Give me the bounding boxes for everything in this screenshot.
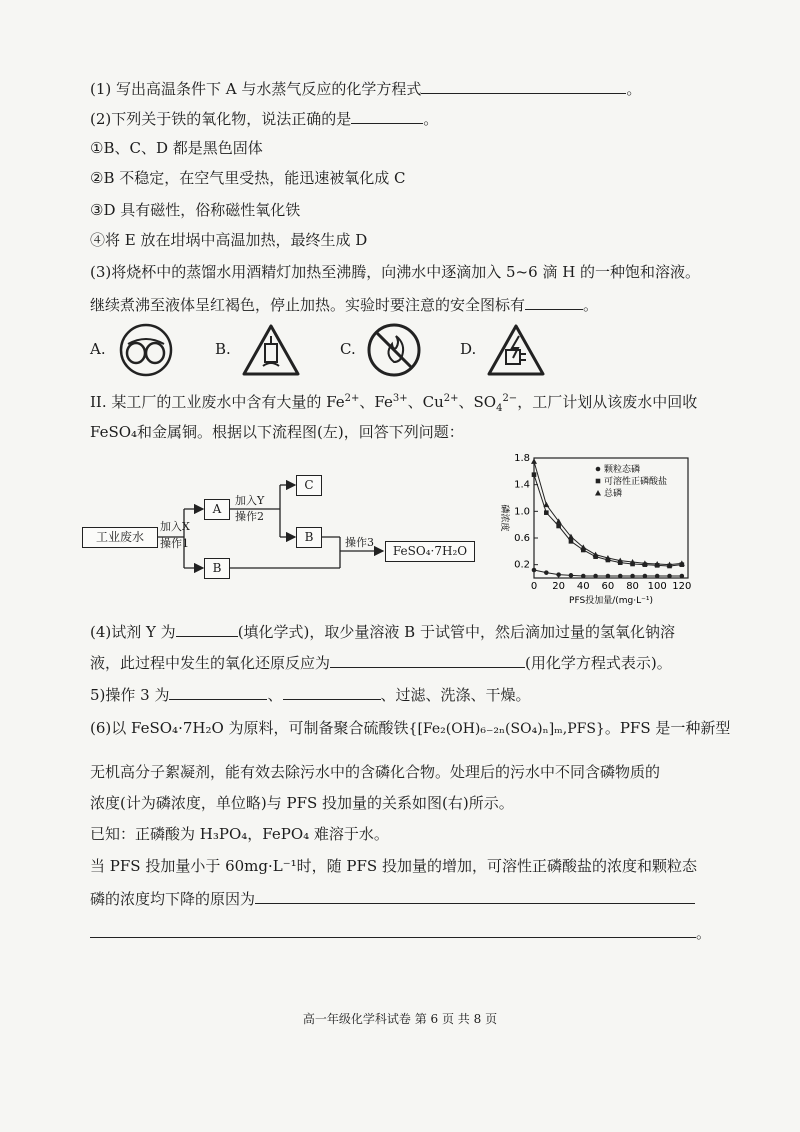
data-point-particulate (680, 574, 685, 579)
data-point-particulate (606, 574, 611, 579)
y-axis-label: 磷浓度 (499, 504, 509, 532)
question-1 (90, 78, 641, 99)
part2-sep1: 、Fe (359, 393, 393, 411)
page-footer: 高一年级化学科试卷 第 6 页 共 8 页 (302, 1012, 498, 1026)
data-point-particulate (667, 574, 672, 579)
y-tick-label: 1.0 (514, 506, 530, 518)
question-6-line6 (90, 888, 695, 909)
answer-blank-1[interactable] (421, 78, 626, 94)
operation-1-label: 操作1 (160, 537, 189, 550)
option-2: ②B 不稳定，在空气里受热，能迅速被氧化成 C (90, 169, 406, 187)
question-5-pre: 5)操作 3 为 (90, 686, 170, 704)
fe3-charge: 3+ (392, 393, 408, 404)
question-6-pre: (6)以 FeSO₄·7H₂O 为原料，可制备聚合硫酸铁 (90, 719, 409, 737)
legend-marker (596, 479, 601, 484)
phosphorus-chart (488, 446, 698, 606)
fe2-charge: 2+ (344, 393, 360, 404)
question-3-end: 。 (583, 296, 599, 314)
data-point-particulate (655, 574, 660, 579)
data-point-soluble (532, 472, 537, 477)
option-3: ③D 具有磁性，俗称磁性氧化铁 (90, 201, 301, 219)
x-tick-label: 0 (530, 581, 538, 592)
chart-svg (488, 446, 698, 606)
substance-a-box: A (204, 499, 230, 520)
data-point-particulate (544, 570, 549, 575)
option-1: ①B、C、D 都是黑色固体 (90, 139, 263, 157)
answer-blank-2[interactable] (351, 108, 423, 124)
question-4-line1 (90, 621, 675, 642)
question-4-mid: (填化学式)，取少量溶液 B 于试管中，然后滴加过量的氢氧化钠溶 (237, 623, 675, 641)
part2-sep3: 、SO (458, 393, 497, 411)
plot-frame (534, 458, 688, 578)
goggles-icon (118, 322, 174, 378)
substance-b-lower-box: B (204, 558, 230, 579)
data-point-total (543, 502, 549, 508)
y-tick-label: 0.2 (514, 559, 530, 571)
option-4: ④将 E 放在坩埚中高温加热，最终生成 D (90, 231, 368, 249)
icon-option-a-label: A. (90, 340, 106, 358)
question-4-pre: (4)试剂 Y 为 (90, 623, 176, 641)
legend-label: 颗粒态磷 (604, 465, 641, 475)
data-point-soluble (544, 510, 549, 515)
product-box: FeSO₄·7H₂O (385, 541, 475, 562)
process-flow-diagram (80, 465, 480, 595)
part2-intro-pre: II. 某工厂的工业废水中含有大量的 Fe (90, 393, 345, 411)
question-6-line3: 浓度(计为磷浓度，单位略)与 PFS 投加量的关系如图(右)所示。 (90, 794, 514, 812)
operation-3-label: 操作3 (345, 536, 374, 549)
y-tick-label: 1.8 (514, 453, 530, 464)
data-point-particulate (643, 574, 648, 579)
answer-blank-6b[interactable] (90, 922, 696, 938)
so4-subscript: 4 (496, 403, 503, 414)
question-6-post: 。PFS 是一种新型 (604, 719, 731, 737)
data-point-particulate (569, 573, 574, 578)
data-point-soluble (569, 539, 574, 544)
question-6-line6-text: 磷的浓度均下降的原因为 (90, 890, 256, 908)
answer-blank-5b[interactable] (283, 684, 381, 700)
safety-icons (90, 322, 690, 382)
legend-marker (595, 490, 601, 496)
data-point-particulate (630, 574, 635, 579)
legend-label: 可溶性正磷酸盐 (604, 477, 668, 487)
y-tick-label: 1.4 (514, 479, 530, 491)
x-tick-label: 120 (672, 581, 692, 592)
x-tick-label: 20 (552, 581, 566, 592)
question-3-line2-text: 继续煮沸至液体呈红褐色，停止加热。实验时要注意的安全图标有 (90, 296, 526, 314)
electrical-hazard-icon (486, 322, 546, 378)
substance-b-upper-box: B (296, 527, 322, 548)
question-4-line2 (90, 652, 672, 673)
cu2-charge: 2+ (443, 393, 459, 404)
waste-water-box: 工业废水 (82, 527, 158, 548)
question-6-line5: 当 PFS 投加量小于 60mg·L⁻¹时，随 PFS 投加量的增加，可溶性正磷酸盐的浓度和颗粒态 (90, 857, 697, 875)
icon-option-d-label: D. (460, 340, 477, 358)
add-x-label: 加入X (160, 520, 190, 533)
question-5-sep: 、 (267, 686, 283, 704)
data-point-particulate (556, 572, 561, 577)
no-open-flame-icon (366, 322, 422, 378)
data-point-particulate (618, 574, 623, 579)
question-1-text: (1) 写出高温条件下 A 与水蒸气反应的化学方程式 (90, 80, 422, 98)
question-6-end: 。 (696, 924, 712, 942)
x-tick-label: 60 (601, 581, 615, 592)
question-2-text: (2)下列关于铁的氧化物，说法正确的是 (90, 110, 352, 128)
substance-c-box: C (296, 475, 322, 496)
question-2 (90, 108, 438, 129)
icon-option-c-label: C. (340, 340, 356, 358)
question-1-end: 。 (626, 80, 642, 98)
question-4-line2-post: (用化学方程式表示)。 (525, 654, 672, 672)
y-tick-label: 0.6 (514, 533, 530, 544)
data-point-particulate (581, 574, 586, 579)
part2-intro (90, 392, 697, 412)
question-3-line2 (90, 294, 598, 315)
operation-2-label: 操作2 (235, 510, 264, 523)
question-6-line2: 无机高分子絮凝剂，能有效去除污水中的含磷化合物。处理后的污水中不同含磷物质的 (90, 763, 661, 781)
part2-line2: FeSO₄和金属铜。根据以下流程图(左)，回答下列问题： (90, 423, 464, 441)
legend-marker (596, 467, 601, 472)
data-point-total (531, 458, 537, 464)
question-3-line1: (3)将烧杯中的蒸馏水用酒精灯加热至沸腾，向沸水中逐滴加入 5~6 滴 H 的一种饱和溶液。 (90, 263, 701, 281)
data-point-particulate (532, 568, 537, 573)
answer-blank-4b[interactable] (330, 652, 525, 668)
question-5 (90, 684, 531, 705)
part2-sep2: 、Cu (407, 393, 444, 411)
answer-blank-6a[interactable] (255, 888, 695, 904)
x-tick-label: 40 (576, 581, 590, 592)
legend-label: 总磷 (604, 489, 623, 499)
question-6-line7 (90, 922, 711, 943)
x-tick-label: 80 (626, 581, 639, 592)
question-6-known: 已知：正磷酸为 H₃PO₄，FePO₄ 难溶于水。 (90, 825, 389, 843)
answer-blank-4a[interactable] (176, 621, 238, 637)
question-2-end: 。 (423, 110, 439, 128)
answer-blank-3[interactable] (525, 294, 583, 310)
part2-intro-post: ，工厂计划从该废水中回收 (517, 393, 698, 411)
so4-charge: 2− (502, 393, 518, 404)
x-tick-label: 100 (647, 581, 667, 592)
icon-option-b-label: B. (215, 340, 231, 358)
data-point-particulate (593, 574, 598, 579)
answer-blank-5a[interactable] (169, 684, 267, 700)
question-6-line1 (90, 718, 730, 739)
question-5-post: 、过滤、洗涤、干燥。 (380, 686, 531, 704)
data-point-soluble (556, 524, 561, 529)
x-axis-label: PFS投加量/(mg·L⁻¹) (569, 596, 653, 606)
pfs-formula: {[Fe₂(OH)₆₋₂ₙ(SO₄)ₙ]ₘ,PFS} (408, 721, 605, 737)
question-4-line2-pre: 液，此过程中发生的氧化还原反应为 (90, 654, 331, 672)
hot-surface-icon (241, 322, 301, 378)
add-y-label: 加入Y (235, 494, 265, 507)
